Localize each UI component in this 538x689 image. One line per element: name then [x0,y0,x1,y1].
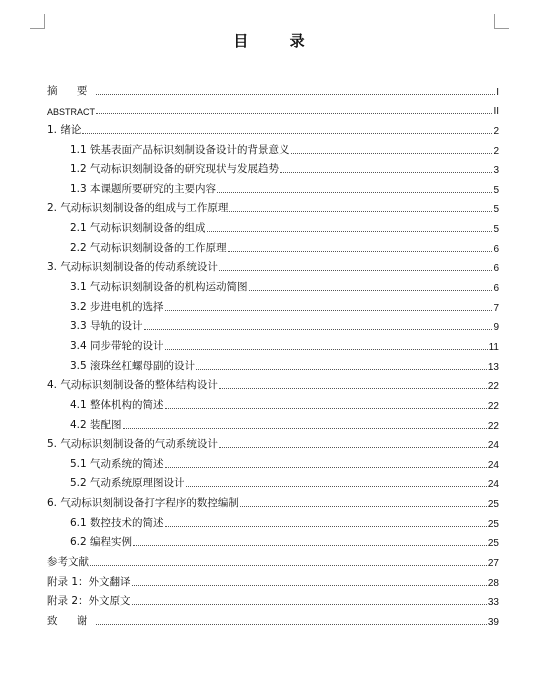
toc-entry-page: 22 [487,381,499,393]
toc-leader-dots [123,428,487,429]
toc-entry-page: 22 [487,400,499,412]
toc-leader-dots [82,133,492,134]
toc-entry-label: 1.1 铁基表面产品标识刻制设备设计的背景意义 [70,143,290,156]
toc-leader-dots [280,172,492,173]
toc-entry[interactable] [47,373,499,393]
toc-entry[interactable] [47,353,499,373]
toc-entry-page: 6 [493,283,499,295]
toc-entry[interactable] [47,255,499,275]
toc-entry-label: 1. 绪论 [47,123,82,136]
toc-leader-dots [165,526,487,527]
toc-entry[interactable] [47,235,499,255]
toc-entry-label: 附录 2：外文原文 [47,595,131,608]
toc-entry-label: 4. 气动标识刻制设备的整体结构设计 [47,379,218,392]
toc-entry-page: 2 [493,145,499,157]
toc-entry[interactable] [47,176,499,196]
toc-entry[interactable] [47,78,499,98]
toc-entry[interactable] [47,98,499,118]
toc-leader-dots [165,349,488,350]
toc-entry-label: 3. 气动标识刻制设备的传动系统设计 [47,261,218,274]
toc-leader-dots [217,192,492,193]
toc-entry-page: 22 [487,420,499,432]
toc-leader-dots [219,447,487,448]
toc-entry[interactable] [47,549,499,569]
toc-entry-page: 5 [493,224,499,236]
toc-entry-label: 摘 要 [47,84,96,97]
toc-entry-page: 3 [493,165,499,177]
toc-leader-dots [229,211,492,212]
table-of-contents [47,78,499,628]
toc-entry-page: 39 [487,616,499,628]
toc-entry-page: 24 [487,440,499,452]
toc-entry-label: 1.2 气动标识刻制设备的研究现状与发展趋势 [70,163,280,176]
toc-leader-dots [165,310,493,311]
toc-entry-page: 2 [493,125,499,137]
toc-entry-label: 6.1 数控技术的简述 [70,516,164,529]
toc-entry-page: 6 [493,243,499,255]
toc-entry-page: 24 [487,479,499,491]
toc-entry[interactable] [47,215,499,235]
toc-entry-label: 附录 1：外文翻译 [47,575,131,588]
toc-entry-label: 4.2 装配图 [70,418,122,431]
toc-leader-dots [96,94,495,95]
toc-entry-label: 3.2 步进电机的选择 [70,300,164,313]
toc-entry[interactable] [47,451,499,471]
toc-leader-dots [165,467,487,468]
toc-entry[interactable] [47,412,499,432]
toc-leader-dots [96,113,492,114]
toc-entry[interactable] [47,490,499,510]
toc-entry-page: 24 [487,459,499,471]
toc-leader-dots [133,545,487,546]
toc-entry[interactable] [47,530,499,550]
toc-entry[interactable] [47,608,499,628]
toc-entry[interactable] [47,157,499,177]
toc-entry-label: 1.3 本课题所要研究的主要内容 [70,182,217,195]
toc-entry-label: 2.1 气动标识刻制设备的组成 [70,222,206,235]
margin-corner-mark-left [30,14,45,29]
toc-entry-page: 13 [487,361,499,373]
toc-entry-page: 5 [493,184,499,196]
page-title: 目 录 [233,32,323,50]
toc-leader-dots [132,585,487,586]
toc-entry-label: 6.2 编程实例 [70,536,133,549]
toc-entry-label: 致 谢 [47,614,96,627]
toc-entry[interactable] [47,569,499,589]
toc-leader-dots [132,604,487,605]
toc-entry[interactable] [47,392,499,412]
toc-entry[interactable] [47,274,499,294]
toc-entry-label: 参考文献 [47,556,89,569]
toc-entry-label: 6. 气动标识刻制设备打字程序的数控编制 [47,497,239,510]
toc-leader-dots [249,290,493,291]
toc-leader-dots [228,251,493,252]
toc-leader-dots [165,408,487,409]
toc-entry-page: 5 [493,204,499,216]
toc-entry-page: 25 [487,538,499,550]
toc-entry-label: 3.5 滚珠丝杠螺母副的设计 [70,359,196,372]
toc-entry[interactable] [47,432,499,452]
toc-entry-page: II [493,106,499,118]
toc-entry[interactable] [47,510,499,530]
toc-leader-dots [240,506,487,507]
toc-entry-page: 25 [487,499,499,511]
toc-entry[interactable] [47,589,499,609]
toc-leader-dots [90,565,487,566]
toc-entry-page: 27 [487,558,499,570]
toc-entry[interactable] [47,314,499,334]
toc-leader-dots [196,369,487,370]
toc-entry-label: 2. 气动标识刻制设备的组成与工作原理 [47,202,229,215]
toc-leader-dots [207,231,493,232]
toc-entry-page: I [496,86,499,98]
toc-entry-label: ABSTRACT [47,107,96,118]
toc-entry-page: 25 [487,518,499,530]
toc-entry-page: 28 [487,577,499,589]
toc-entry[interactable] [47,471,499,491]
toc-entry-page: 33 [487,597,499,609]
toc-entry-label: 3.1 气动标识刻制设备的机构运动简图 [70,281,248,294]
toc-leader-dots [219,388,487,389]
toc-leader-dots [96,624,487,625]
toc-entry-page: 7 [493,302,499,314]
toc-entry[interactable] [47,137,499,157]
toc-leader-dots [186,486,487,487]
toc-entry-page: 9 [493,322,499,334]
toc-entry-page: 6 [493,263,499,275]
toc-entry[interactable] [47,333,499,353]
toc-entry-label: 2.2 气动标识刻制设备的工作原理 [70,241,227,254]
toc-entry[interactable] [47,294,499,314]
margin-corner-mark-right [494,14,509,29]
toc-entry-label: 3.3 导轨的设计 [70,320,143,333]
toc-leader-dots [219,270,493,271]
toc-entry[interactable] [47,196,499,216]
toc-entry-label: 5.2 气动系统原理图设计 [70,477,185,490]
toc-entry-label: 3.4 同步带轮的设计 [70,339,164,352]
toc-entry-label: 5.1 气动系统的简述 [70,457,164,470]
toc-entry-page: 11 [488,341,499,353]
toc-entry-label: 4.1 整体机构的简述 [70,398,164,411]
toc-leader-dots [291,153,493,154]
toc-entry-label: 5. 气动标识刻制设备的气动系统设计 [47,438,218,451]
toc-entry[interactable] [47,117,499,137]
toc-leader-dots [144,329,493,330]
